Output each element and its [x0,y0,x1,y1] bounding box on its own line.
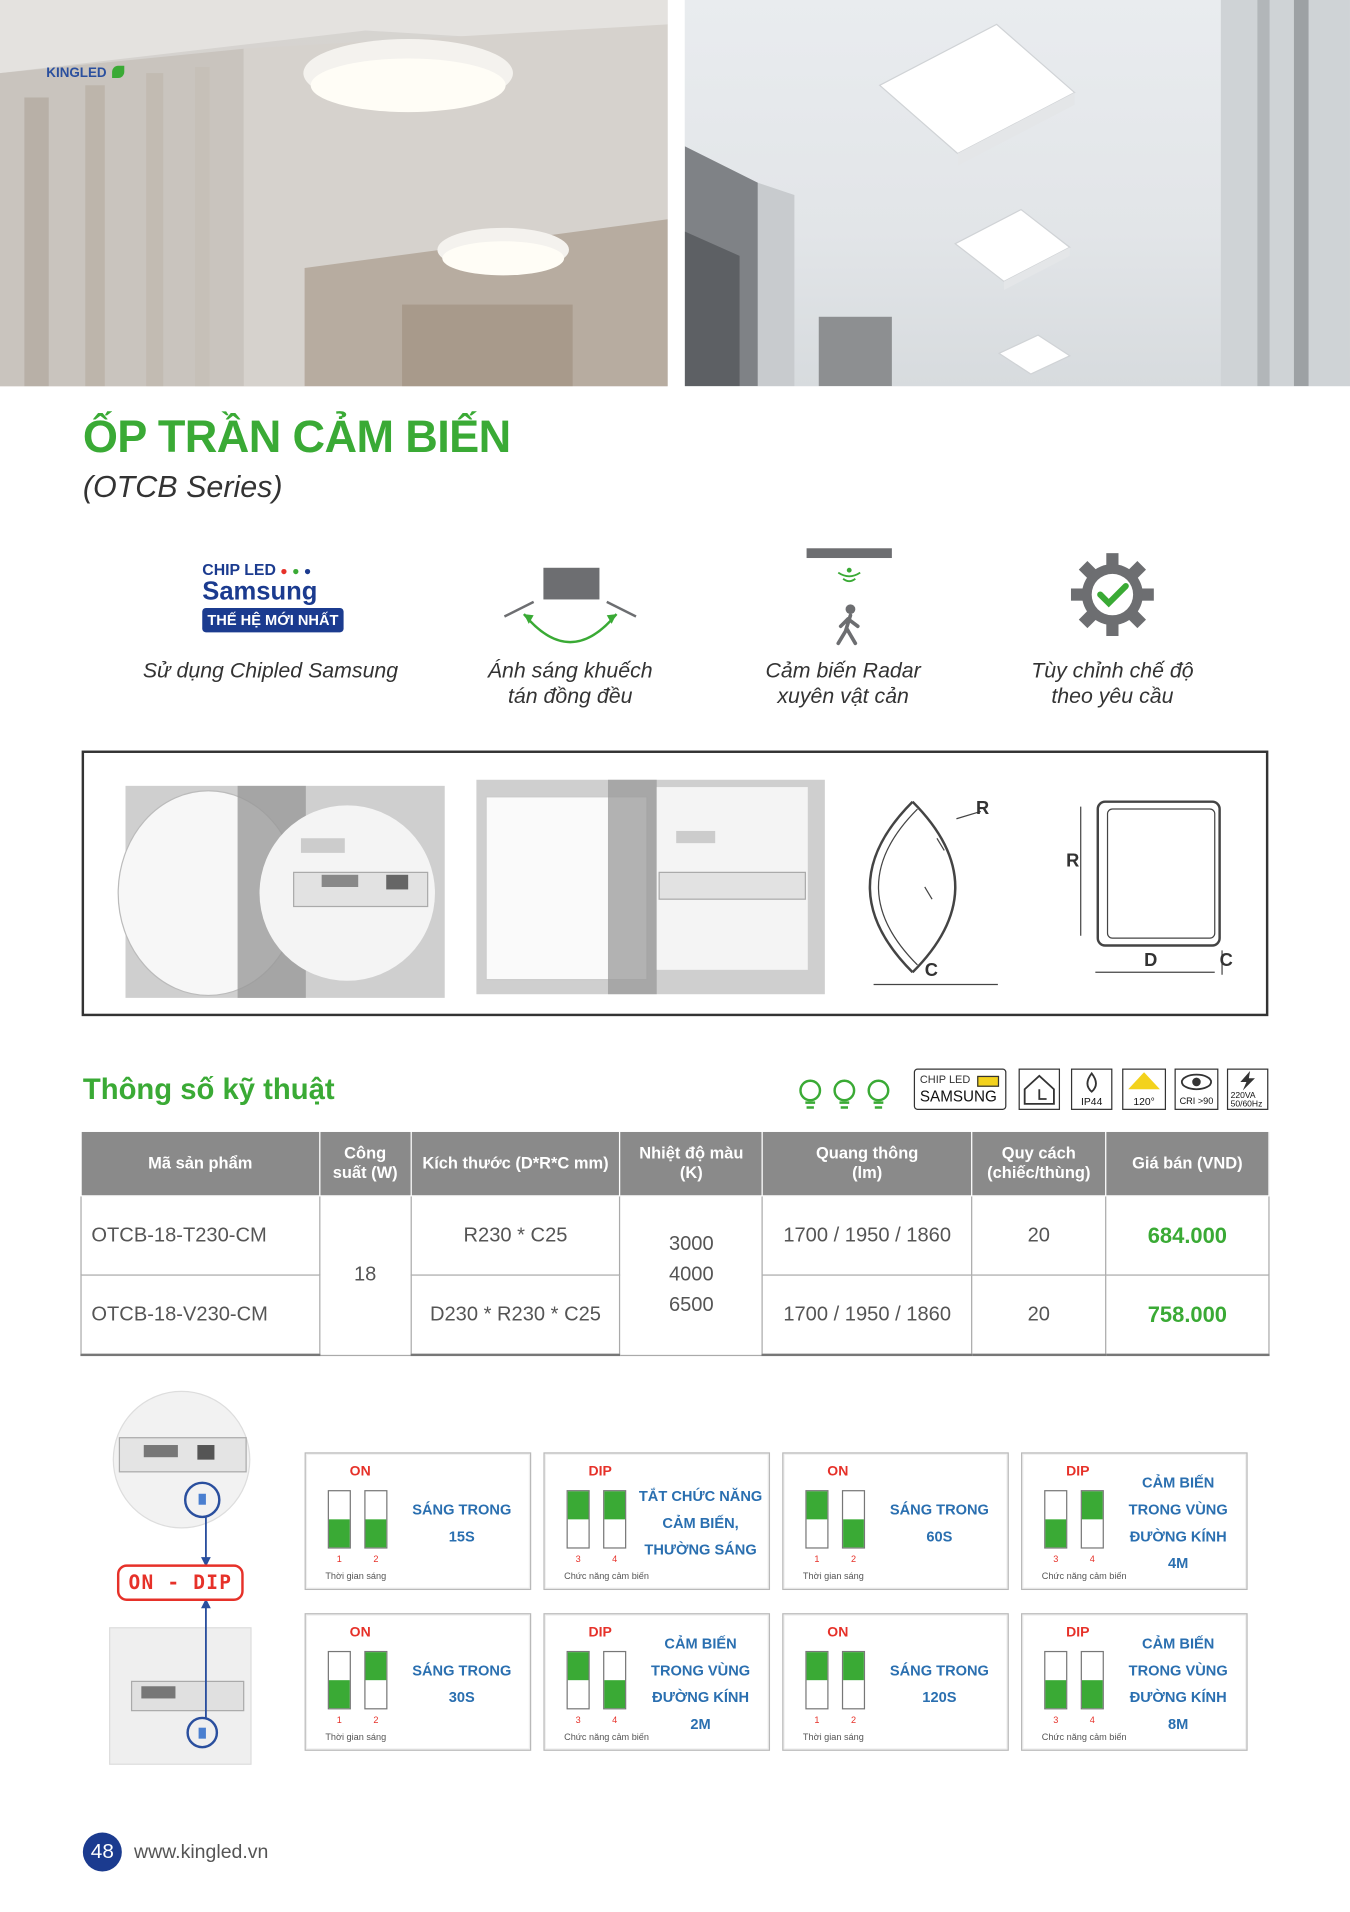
product-code: OTCB-18-T230-CM [81,1196,320,1275]
beam-angle-badge [1122,1069,1166,1110]
dip-switch [567,1651,590,1709]
dip-switch [567,1490,590,1548]
dip-card-footnote: Chức năng cảm biến [564,1731,649,1743]
column-header: Nhiệt độ màu (K) [620,1131,762,1196]
dip-setting-card [782,1452,1009,1590]
dip-switch-number: 1 [336,1553,342,1565]
dip-card-description: CẢM BIẾN TRONG VÙNG ĐƯỜNG KÍNH 4M [1128,1473,1228,1572]
dip-card-head: ON [827,1464,849,1480]
size-cell: R230 * C25 [411,1196,620,1275]
dip-switch [1044,1490,1067,1548]
page-subtitle: (OTCB Series) [82,470,283,505]
hero-photo-round-lights [0,0,668,386]
beam-angle-label: 120° [1133,1095,1155,1108]
dip-setting-card [1021,1452,1248,1590]
specs-heading: Thông số kỹ thuật [82,1073,335,1107]
dip-card-footnote: Thời gian sáng [802,1731,864,1743]
dip-switch-number: 3 [575,1714,581,1726]
pack-cell: 20 [972,1196,1106,1275]
dip-card-description: CẢM BIẾN TRONG VÙNG ĐƯỜNG KÍNH 8M [1128,1634,1228,1732]
dip-switch-number: 3 [1053,1714,1059,1726]
lumen-cell: 1700 / 1950 / 1860 [763,1275,972,1355]
column-header: Quang thông (lm) [763,1131,972,1196]
feature-caption: Sử dụng Chipled Samsung [142,657,399,683]
power-supply-badge [1227,1069,1268,1110]
indoor-icon [1019,1069,1060,1110]
dip-card-head: ON [349,1464,371,1480]
dip-switch [805,1490,828,1548]
dimension-label: D [1144,950,1158,972]
badge-chip-line2: SAMSUNG [919,1088,997,1106]
dip-card-head: DIP [1066,1625,1090,1640]
on-dip-diagram [105,1389,271,1773]
dip-setting-card [543,1452,770,1590]
spec-table [80,1131,1269,1356]
dip-switch-number: 4 [1089,1714,1095,1726]
chip-badge-line2: Samsung [202,577,318,606]
dip-card-footnote: Thời gian sáng [325,1731,387,1743]
samsung-chip-icon: CHIP LED ● ● ● Samsung THẾ HỆ MỚI NHẤT [202,560,343,632]
feature-caption: Cảm biến Radar xuyên vật cản [765,657,921,708]
dip-card-footnote: Chức năng cảm biến [1041,1570,1127,1582]
pack-cell: 20 [972,1275,1106,1355]
dip-switch [603,1651,626,1709]
feature-caption: Tùy chỉnh chế độ theo yêu cầu [1031,657,1194,708]
website-link[interactable]: www.kingled.vn [134,1842,269,1863]
dip-card-head: ON [827,1625,849,1640]
dip-switch [328,1490,351,1548]
dip-switch [328,1651,351,1709]
dip-switch-number: 1 [814,1553,820,1565]
hero-photo-square-lights [685,0,1350,386]
dimension-label: C [1219,950,1233,972]
logo-leaf-icon [112,66,124,78]
dip-switch-number: 1 [814,1714,820,1726]
product-illustration-box [82,751,1269,1017]
dip-switch [364,1490,387,1548]
column-header: Công suất (W) [320,1131,411,1196]
dip-card-description: SÁNG TRONG 15S [412,1500,512,1545]
dip-switch [1081,1490,1104,1548]
radar-sensor-icon [802,546,899,656]
gear-check-icon [1069,551,1157,639]
page-number-badge [83,1832,122,1871]
dip-switch [842,1490,865,1548]
dip-card-description: SÁNG TRONG 120S [889,1661,989,1706]
dip-card-description: SÁNG TRONG 60S [889,1500,989,1545]
dip-setting-card [782,1613,1009,1751]
power-label-1: 220VA [1230,1091,1256,1101]
dip-switch [1081,1651,1104,1709]
power-label-2: 50/60Hz [1230,1100,1263,1109]
page-number: 48 [90,1839,114,1863]
dip-card-head: DIP [588,1464,612,1480]
dip-switch-number: 3 [1053,1553,1059,1565]
chip-badge-line1: CHIP LED [202,560,276,579]
cri-label: CRI >90 [1179,1095,1214,1107]
dip-card-head: DIP [588,1625,612,1640]
spec-table-header-row [81,1131,1269,1196]
dimension-label: R [1066,850,1080,872]
price-cell: 684.000 [1106,1196,1269,1275]
feature-caption: Ánh sáng khuếch tán đồng đều [487,657,653,708]
color-temp-cell: 3000 4000 6500 [620,1196,762,1355]
column-header: Mã sản phẩm [81,1131,320,1196]
column-header: Kích thước (D*R*C mm) [411,1131,620,1196]
dip-card-footnote: Thời gian sáng [802,1570,864,1582]
badge-chip-line1: CHIP LED [919,1073,971,1086]
dip-card-description: CẢM BIẾN TRONG VÙNG ĐƯỜNG KÍNH 2M [651,1634,751,1732]
chip-led-samsung-badge [914,1069,1007,1110]
ip-rating-label: IP44 [1081,1095,1103,1108]
lumen-cell: 1700 / 1950 / 1860 [763,1196,972,1275]
dip-switch [603,1490,626,1548]
dip-card-head: DIP [1066,1464,1090,1480]
dip-setting-card [305,1452,532,1590]
dip-switch-number: 1 [336,1714,342,1726]
dip-card-description: SÁNG TRONG 30S [412,1661,512,1706]
dip-card-footnote: Thời gian sáng [325,1570,387,1582]
dip-switch-number: 2 [373,1553,379,1565]
dip-switch [1044,1651,1067,1709]
dip-switch-number: 4 [612,1553,618,1565]
dip-switch [364,1651,387,1709]
ip-rating-badge [1071,1069,1112,1110]
product-code: OTCB-18-V230-CM [81,1275,320,1355]
dip-switch-number: 2 [850,1553,857,1565]
bulb-icons [797,1077,894,1114]
dip-switch-number: 2 [373,1714,379,1726]
dip-switch-number: 4 [612,1714,618,1726]
size-cell: D230 * R230 * C25 [411,1275,620,1355]
column-header: Giá bán (VND) [1106,1131,1269,1196]
dip-switch [805,1651,828,1709]
table-row [81,1196,1269,1275]
dip-card-head: ON [349,1625,371,1640]
light-spread-icon [497,560,643,657]
dip-switch-number: 2 [850,1714,857,1726]
power-cell: 18 [320,1196,411,1355]
dip-switch-number: 4 [1089,1553,1095,1565]
dip-setting-card [305,1613,532,1751]
cri-badge [1175,1069,1219,1110]
brand-logo-text: KINGLED [46,65,107,81]
dimension-label: R [975,798,990,819]
dip-card-description: TẮT CHỨC NĂNG CẢM BIẾN, THƯỜNG SÁNG [638,1487,763,1558]
on-dip-label: ON - DIP [117,1564,244,1601]
dip-card-footnote: Chức năng cảm biến [564,1570,649,1582]
dimension-label: C [924,960,938,981]
dip-setting-card [543,1613,770,1751]
chip-badge-line3: THẾ HỆ MỚI NHẤT [203,608,344,632]
price-cell: 758.000 [1106,1275,1269,1355]
dip-setting-card [1021,1613,1248,1751]
dip-card-footnote: Chức năng cảm biến [1041,1731,1127,1743]
dip-switch-number: 3 [575,1553,581,1565]
column-header: Quy cách (chiếc/thùng) [972,1131,1106,1196]
dip-switch [842,1651,865,1709]
page-title: ỐP TRẦN CẢM BIẾN [82,411,511,462]
brand-logo [46,61,124,83]
